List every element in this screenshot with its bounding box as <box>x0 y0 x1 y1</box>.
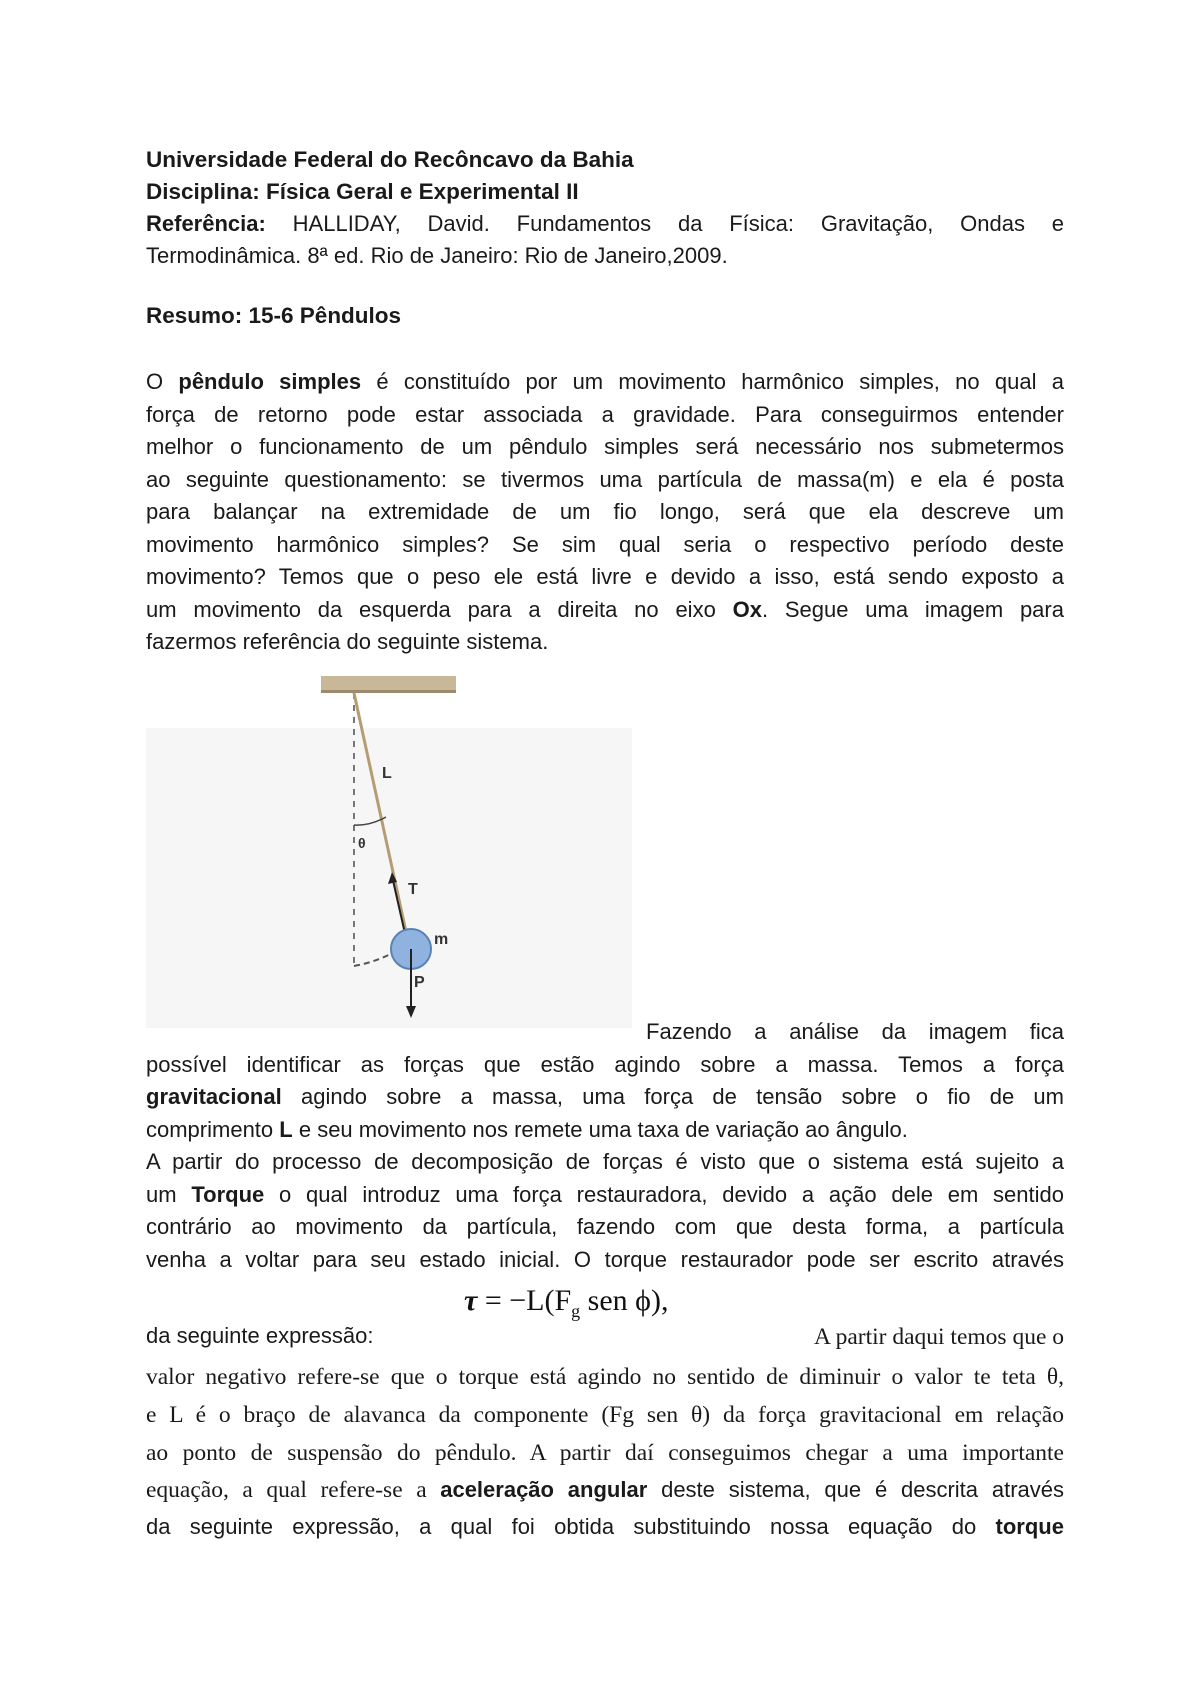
label-m: m <box>434 931 449 948</box>
label-theta: θ <box>358 835 366 851</box>
paragraph-line: gravitacional agindo sobre a massa, uma força de tensão sobre o fio de um <box>146 1084 1064 1109</box>
paragraph-line: contrário ao movimento da partícula, fazendo com que desta forma, a partícula <box>146 1214 1064 1239</box>
discipline-heading: Disciplina: Física Geral e Experimental II <box>146 179 579 204</box>
reference-text: HALLIDAY, David. Fundamentos da Física: Gravitação, Ondas e <box>292 211 1064 236</box>
paragraph-line: valor negativo refere-se que o torque está agindo no sentido de diminuir o valor te teta θ, <box>146 1364 1064 1390</box>
paragraph-line: e L é o braço de alavanca da componente (Fg sen θ) da força gravitacional em relação <box>146 1402 1064 1428</box>
paragraph-line: venha a voltar para seu estado inicial. O torque restaurador pode ser escrito através <box>146 1246 1064 1272</box>
bold-term: gravitacional <box>146 1084 282 1109</box>
equation-tau: τ <box>464 1284 478 1317</box>
equation-rest: sen ϕ), <box>580 1284 669 1317</box>
bold-term: Ox <box>732 596 762 622</box>
paragraph-2 <box>146 1016 1064 1146</box>
paragraph-line: ao seguinte questionamento: se tivermos uma partícula de massa(m) e ela é posta <box>146 466 1064 492</box>
label-T: T <box>408 881 418 898</box>
paragraph-1 <box>146 366 1064 659</box>
section-title: Resumo: 15-6 Pêndulos <box>146 303 402 328</box>
reference-line-2: Termodinâmica. 8ª ed. Rio de Janeiro: Rio de Janeiro,2009. <box>146 243 728 268</box>
paragraph-line: um Torque o qual introduz uma força restauradora, devido a ação dele em sentido <box>146 1181 1064 1207</box>
bold-term: Torque <box>191 1181 265 1207</box>
paragraph-line: Fazendo a análise da imagem fica <box>646 1019 1064 1044</box>
paragraph-text: da seguinte expressão: <box>146 1323 374 1348</box>
reference-line-1 <box>146 208 1064 241</box>
ceiling-support <box>321 676 456 692</box>
torque-equation <box>464 1284 668 1322</box>
paragraph-line: equação, a qual refere-se a aceleração angular deste sistema, que é descrita através <box>146 1477 1064 1503</box>
equation-main: = −L(F <box>484 1284 572 1317</box>
paragraph-line: movimento harmônico simples? Se sim qual seria o respectivo período deste <box>146 531 1064 557</box>
paragraph-4 <box>146 1358 1064 1543</box>
paragraph-line: comprimento L e seu movimento nos remete uma taxa de variação ao ângulo. <box>146 1116 908 1142</box>
paragraph-4-line-1 <box>146 1320 1064 1352</box>
reference-label: Referência: <box>146 211 266 236</box>
paragraph-text: A partir daqui temos que o <box>814 1324 1064 1350</box>
paragraph-line: um movimento da esquerda para a direita no eixo Ox. Segue uma imagem para <box>146 596 1064 622</box>
paragraph-line: fazermos referência do seguinte sistema. <box>146 629 549 654</box>
paragraph-line: movimento? Temos que o peso ele está livre e devido a isso, está sendo exposto a <box>146 564 1064 589</box>
paragraph-line: da seguinte expressão, a qual foi obtida substituindo nossa equação do torque <box>146 1514 1064 1539</box>
label-L: L <box>382 765 392 782</box>
label-P: P <box>414 974 425 991</box>
paragraph-line: força de retorno pode estar associada a gravidade. Para conseguirmos entender <box>146 401 1064 427</box>
paragraph-line: A partir do processo de decomposição de forças é visto que o sistema está sujeito a <box>146 1149 1064 1174</box>
paragraph-line: O pêndulo simples é constituído por um movimento harmônico simples, no qual a <box>146 369 1064 394</box>
equation-subscript: g <box>571 1301 581 1321</box>
bold-term: torque <box>995 1514 1064 1539</box>
paragraph-line: ao ponto de suspensão do pêndulo. A partir daí conseguimos chegar a uma importante <box>146 1440 1064 1466</box>
paragraph-3 <box>146 1146 1064 1276</box>
bold-term: pêndulo simples <box>178 369 362 394</box>
paragraph-line: possível identificar as forças que estão agindo sobre a massa. Temos a força <box>146 1051 1064 1077</box>
paragraph-line: para balançar na extremidade de um fio longo, será que ela descreve um <box>146 499 1064 524</box>
bold-term: aceleração angular <box>440 1477 648 1502</box>
university-heading: Universidade Federal do Recôncavo da Bahia <box>146 147 634 172</box>
paragraph-line: melhor o funcionamento de um pêndulo simples será necessário nos submetermos <box>146 434 1064 459</box>
ceiling-edge <box>321 690 456 693</box>
bold-term: L <box>279 1116 293 1142</box>
pendulum-figure <box>146 676 632 1028</box>
